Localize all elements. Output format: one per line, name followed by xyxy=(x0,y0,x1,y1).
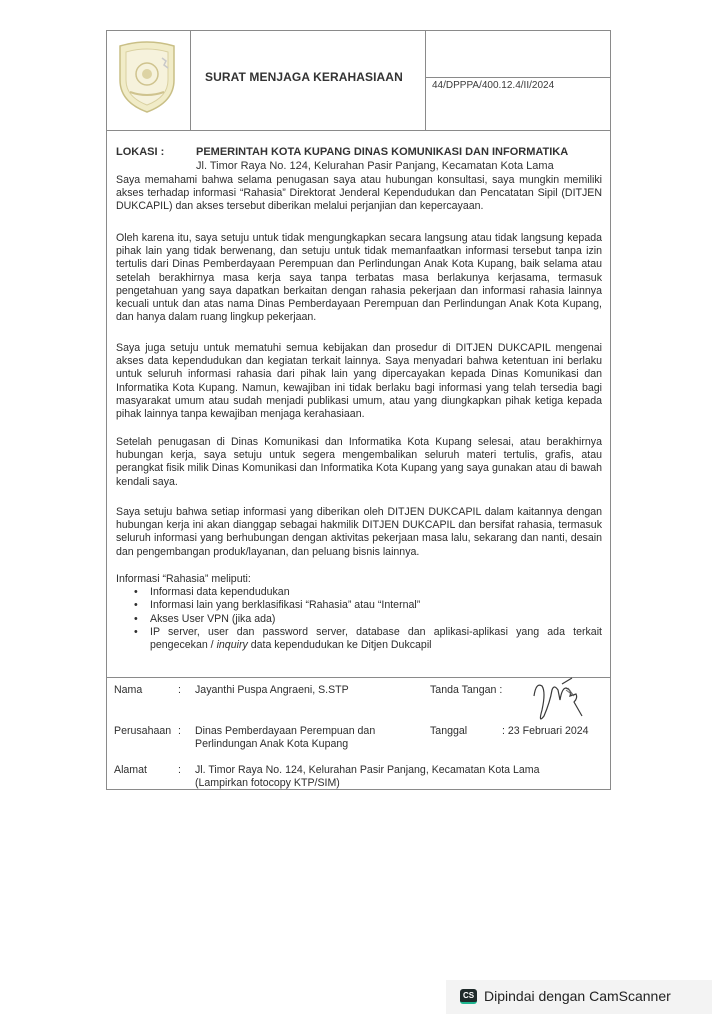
list-item: • Informasi lain yang berklasifikasi “Rahasia” atau “Internal” xyxy=(150,599,602,612)
location-label: LOKASI : xyxy=(116,146,165,158)
signature-label: Tanda Tangan : xyxy=(430,684,503,696)
paragraph-2: Oleh karena itu, saya setuju untuk tidak mengungkapkan secara langsung atau tidak langsung kepada pihak lain yang tidak berwenang, dan setuju untuk tidak memanfaatkan informasi tersebut tanpa izin tertulis dari Dinas Pemberdayaan Perempuan dan Perlindungan Anak Kota Kupang, baik selama atau setelah berakhirnya masa kerja saya tanpa terbatas masa berlakunya kerjasama, termasuk pengetahuan yang saya dapatkan berkaitan dengan rahasia pekerjaan dan informasi rahasia lainnya kecuali untuk dan atas nama Dinas Pemberdayaan Perempuan dan Perlindungan Anak Kota Kupang, dan hanya dalam ruang lingkup pekerjaan. xyxy=(116,232,602,324)
address-colon: : xyxy=(178,764,181,776)
address-value-line2: (Lampirkan fotocopy KTP/SIM) xyxy=(195,777,340,789)
refno-divider xyxy=(425,77,611,78)
list-item: • Informasi data kependudukan xyxy=(150,586,602,599)
camscanner-watermark xyxy=(446,980,712,1014)
document-title: SURAT MENJAGA KERAHASIAAN xyxy=(205,70,403,84)
company-label: Perusahaan xyxy=(114,725,172,737)
paragraph-5: Saya setuju bahwa setiap informasi yang diberikan oleh DITJEN DUKCAPIL dalam kaitannya dengan hubungan kerja ini akan dianggap sebagai hakmilik DITJEN DUKCAPIL dan bersifat rahasia, termasuk seluruh informasi yang berhubungan dengan aktivitas pekerjaan masa lalu, sekarang dan nanti, desain dan pengembangan produk/layanan, dan peluang bisnis lainnya. xyxy=(116,506,602,558)
kota-kupang-crest-icon xyxy=(114,38,180,114)
paragraph-4: Setelah penugasan di Dinas Komunikasi dan Informatika Kota Kupang selesai, atau berakhirnya hubungan kerja, saya setuju untuk segera mengembalikan seluruh materi tertulis, grafis, atau perangkat fisik milik Dinas Komunikasi dan Informatika Kota Kupang yang saya gunakan atau di bawah kendali saya. xyxy=(116,436,602,488)
confidential-info-list xyxy=(116,573,602,652)
name-label: Nama xyxy=(114,684,143,696)
list-item: • Akses User VPN (jika ada) xyxy=(150,613,602,626)
paragraph-1: Saya memahami bahwa selama penugasan saya atau hubungan konsultasi, saya mungkin memiliki akses terhadap informasi “Rahasia” Direktorat Jenderal Kependudukan dan Pencatatan Sipil (DITJEN DUKCAPIL) dan akses tersebut diberikan melalui perjanjian dan kepercayaan. xyxy=(116,174,602,213)
company-value-line1: Dinas Pemberdayaan Perempuan dan xyxy=(195,725,376,737)
name-colon: : xyxy=(178,684,181,696)
camscanner-text: Dipindai dengan CamScanner xyxy=(484,988,671,1004)
list-item-text: data kependudukan ke Ditjen Dukcapil xyxy=(247,639,432,652)
list-item-text: IP server, user dan password server, database dan aplikasi-aplikasi yang ada terkait pengecekan / xyxy=(150,625,602,652)
list-item-emphasis: inquiry xyxy=(216,639,248,652)
date-value: : 23 Februari 2024 xyxy=(502,725,589,737)
header-divider-2 xyxy=(425,30,426,131)
name-value: Jayanthi Puspa Angraeni, S.STP xyxy=(195,684,349,696)
location-name: PEMERINTAH KOTA KUPANG DINAS KOMUNIKASI DAN INFORMATIKA xyxy=(196,146,569,158)
paragraph-3: Saya juga setuju untuk mematuhi semua kebijakan dan prosedur di DITJEN DUKCAPIL mengenai akses data kependudukan dan kegiatan terkait lainnya. Saya menyadari bahwa ketentuan ini berlaku untuk seluruh informasi rahasia dari pihak lain yang dipercayakan kepada Dinas Komunikasi dan Informatika Kota Kupang. Namun, kewajiban ini tidak berlaku bagi informasi yang telah tersedia bagi masyarakat umum atau sudah menjadi publikasi umum, atau yang diungkapkan pihak ketiga kepada pihak lainnya tanpa kewajiban menjaga kerahasiaan. xyxy=(116,342,602,421)
reference-number: 44/DPPPA/400.12.4/II/2024 xyxy=(432,80,555,91)
address-label: Alamat xyxy=(114,764,147,776)
location-address: Jl. Timor Raya No. 124, Kelurahan Pasir Panjang, Kecamatan Kota Lama xyxy=(196,160,554,172)
company-colon: : xyxy=(178,725,181,737)
list-intro: Informasi “Rahasia” meliputi: xyxy=(116,573,251,585)
list-item xyxy=(150,626,602,652)
header-divider-1 xyxy=(190,30,191,131)
signature-mark xyxy=(528,676,590,728)
camscanner-icon: CS xyxy=(460,989,477,1004)
address-value-line1: Jl. Timor Raya No. 124, Kelurahan Pasir Panjang, Kecamatan Kota Lama xyxy=(195,764,540,776)
date-label: Tanggal xyxy=(430,725,468,737)
company-value-line2: Perlindungan Anak Kota Kupang xyxy=(195,738,349,750)
